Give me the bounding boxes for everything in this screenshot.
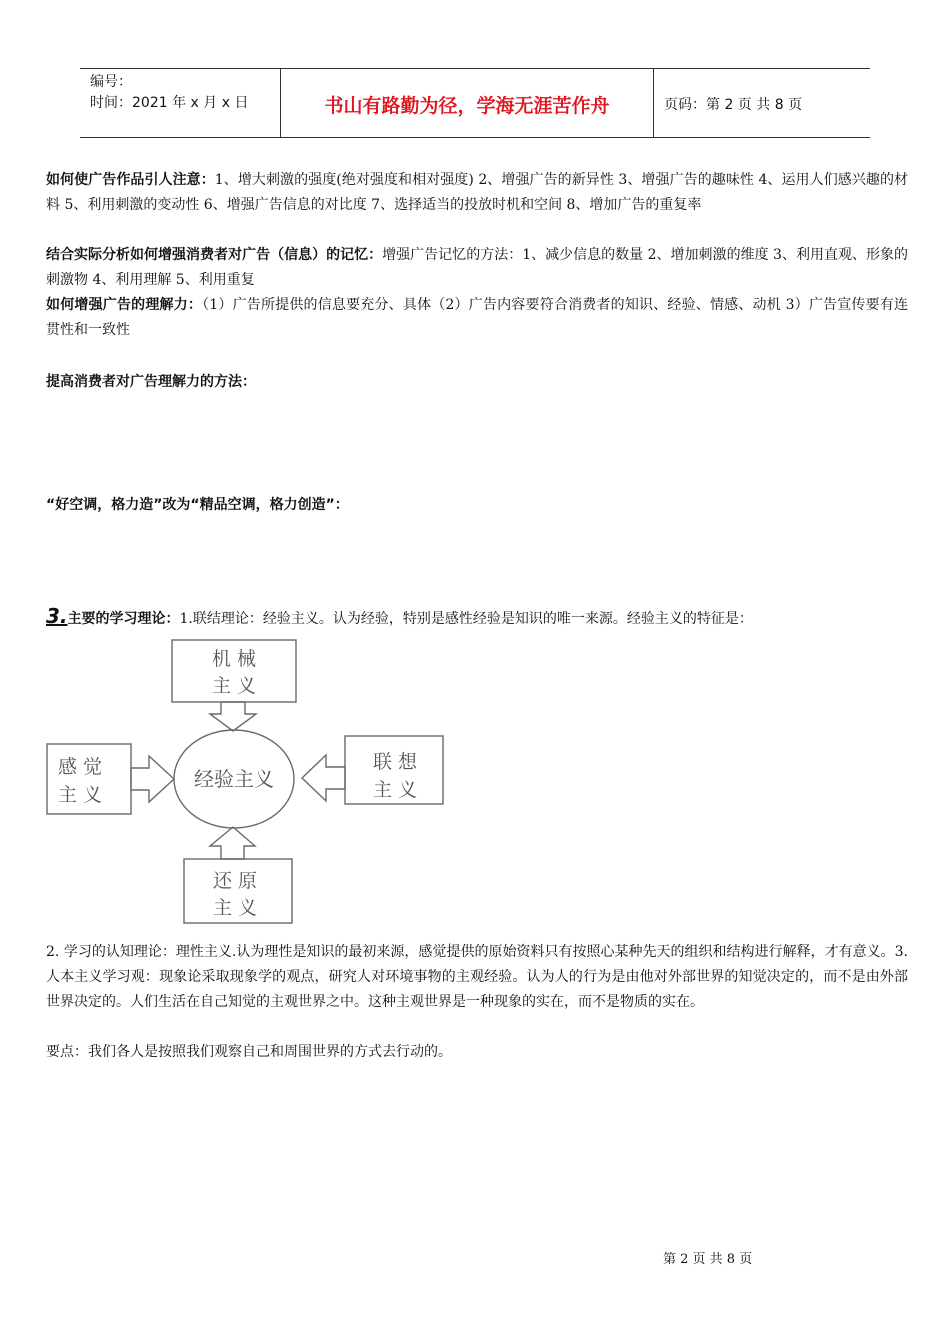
footer-page-number: 第 2 页 共 8 页 bbox=[663, 1252, 753, 1267]
section-3-title: 主要的学习理论： bbox=[67, 611, 180, 627]
header-table bbox=[80, 68, 870, 138]
paragraph-key-point: 要点：我们各人是按照我们观察自己和周围世界的方式去行动的。 bbox=[46, 1044, 452, 1060]
section-3-line bbox=[46, 604, 916, 628]
paragraph-attention-title: 如何使广告作品引人注意： bbox=[46, 172, 215, 188]
header-motto-cell bbox=[281, 69, 654, 137]
paragraph-memory bbox=[46, 243, 908, 293]
paragraph-cognitive: 2. 学习的认知理论：理性主义.认为理性是知识的最初来源，感觉提供的原始资料只有按照心某种先天的组织和结构进行解释，才有意义。3.人本主义学习观：现象论采取现象学的观点，研究人对环境事物的主观经验。认为人的行为是由他对外部世界的知觉决定的，而不是由外部世界决定的。人们生活在自己知觉的主观世界之中。这种主观世界是一种现象的实在，而不是物质的实在。 bbox=[46, 944, 908, 1010]
top-label-2: 主 义 bbox=[211, 675, 257, 697]
empiricism-diagram bbox=[44, 636, 448, 928]
paragraph-understanding-text: （1）广告所提供的信息要充分、具体（2）广告内容要符合消费者的知识、经验、情感、动机 3）广告宣传要有连贯性和一致性 bbox=[46, 297, 909, 338]
left-label-2: 主 义 bbox=[57, 784, 103, 806]
right-label-2: 主 义 bbox=[372, 779, 418, 801]
section-3-number: 3. bbox=[46, 604, 68, 628]
center-label: 经验主义 bbox=[194, 767, 274, 791]
arrow-left bbox=[302, 755, 345, 801]
top-label-1: 机 械 bbox=[211, 648, 257, 670]
arrow-up bbox=[210, 827, 255, 859]
arrow-right bbox=[131, 756, 174, 802]
arrow-down bbox=[210, 702, 256, 731]
paragraph-memory-text: 增强广告记忆的方法：1、减少信息的数量 2、增加刺激的维度 3、利用直观、形象的刺激物 4、利用理解 5、利用重复 bbox=[46, 247, 909, 288]
heading-slogan: “好空调，格力造”改为“精品空调，格力创造”： bbox=[46, 497, 349, 513]
header-meta-cell bbox=[80, 69, 281, 137]
paragraph-memory-title: 结合实际分析如何增强消费者对广告（信息）的记忆： bbox=[46, 247, 383, 263]
left-label-1: 感 觉 bbox=[57, 756, 103, 778]
paragraph-understanding bbox=[46, 293, 908, 343]
paragraph-attention-text: 1、增大刺激的强度(绝对强度和相对强度) 2、增强广告的新异性 3、增强广告的趣味性 4、运用人们感兴趣的材料 5、利用刺激的变动性 6、增强广告信息的对比度 7、选择适当的投放时机和空间 8、增加广告的重复率 bbox=[46, 172, 909, 213]
section-3-text: 1.联结理论：经验主义。认为经验，特别是感性经验是知识的唯一来源。经验主义的特征是： bbox=[179, 611, 753, 627]
motto: 书山有路勤为径，学海无涯苦作舟 bbox=[324, 95, 610, 117]
bottom-label-2: 主 义 bbox=[212, 897, 258, 919]
header-page-cell bbox=[654, 69, 870, 137]
paragraph-understanding-title: 如何增强广告的理解力： bbox=[46, 297, 203, 313]
heading-understanding-methods: 提高消费者对广告理解力的方法： bbox=[46, 374, 256, 390]
paragraph-attention bbox=[46, 168, 908, 218]
number-label: 编号： bbox=[90, 74, 132, 90]
bottom-label-1: 还 原 bbox=[212, 870, 258, 892]
page-label: 页码：第 2 页 共 8 页 bbox=[664, 97, 803, 113]
right-label-1: 联 想 bbox=[372, 751, 418, 773]
time-label: 时间：2021 年 x 月 x 日 bbox=[90, 95, 249, 111]
